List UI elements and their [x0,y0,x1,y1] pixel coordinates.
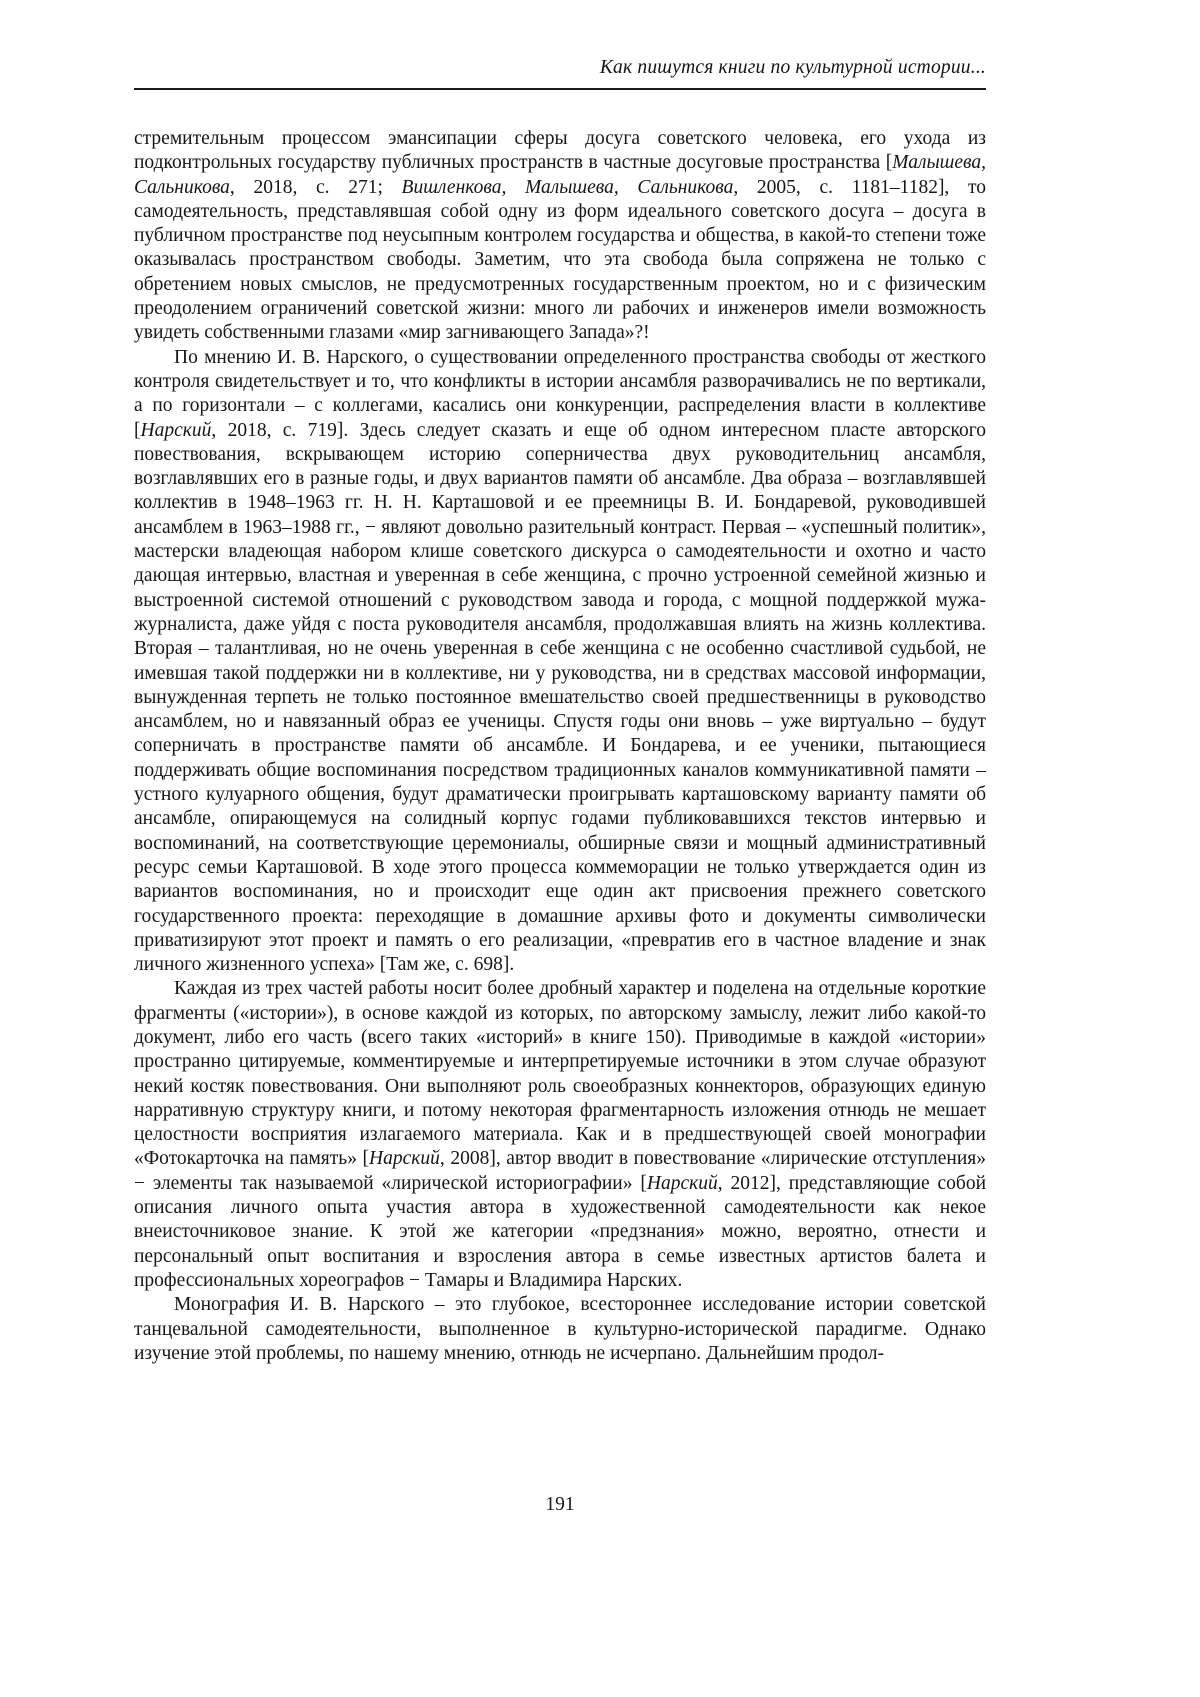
page-header [134,56,986,90]
citation-author-italic: Вишленкова, Малышева, Сальникова [401,176,734,198]
citation-author-italic: Малышева, Сальникова [134,152,986,198]
text-run: , 2008], автор вводит в повествование «лирические отступления» − элементы так называемой «лирической историографии» [ [134,1148,986,1194]
text-run: , 2018, с. 719]. Здесь следует сказать и еще об одном интересном пласте авторского повествования, вскрывающем историю соперничества двух руководительниц ансамбля, возглавлявших его в разные годы, и двух вариантов памяти об ансамбле. Два образа – возглавлявшей коллектив в 1948–1963 гг. Н. Н. Карташовой и ее преемницы В. И. Бондаревой, руководившей ансамблем в 1963–1988 гг., − являют довольно разительный контраст. Первая – «успешный политик», мастерски владеющая набором клише советского дискурса о самодеятельности и охотно и часто дающая интервью, властная и уверенная в себе женщина, с прочно устроенной семейной жизнью и выстроенной системой отношений с руководством завода и города, с мощной поддержкой мужа-журналиста, даже уйдя с поста руководителя ансамбля, продолжавшая влиять на жизнь коллектива. Вторая – талантливая, но не очень уверенная в себе женщина с не особенно счастливой судьбой, не имевшая такой поддержки ни в коллективе, ни у руководства, ни в средствах массовой информации, вынужденная терпеть не только постоянное вмешательство своей предшественницы в руководство ансамблем, но и навязанный образ ее ученицы. Спустя годы они вновь – уже виртуально – будут соперничать в пространстве памяти об ансамбле. И Бондарева, и ее ученики, пытающиеся поддерживать общие воспоминания посредством традиционных каналов коммуникативной памяти – устного кулуарного общения, будут драматически проигрывать карташовскому варианту памяти об ансамбле, опирающемуся на солидный корпус годами публиковавшихся текстов интервью и воспоминаний, на соответствующие церемониалы, обширные связи и мощный административный ресурс семьи Карташовой. В ходе этого процесса коммеморации не только утверждается один из вариантов воспоминания, но и происходит еще один акт присвоения прежнего советского государственного проекта: переходящие в домашние архивы фото и документы символически приватизируют этот проект и память о его реализации, «превратив его в частное владение и знак личного жизненного успеха» [Там же, с. 698]. [134,419,986,976]
text-run: По мнению И. В. Нарского, о существовании определенного пространства свободы от жесткого контроля свидетельствует и то, что конфликты в истории ансамбля разворачивались не по вертикали, а по горизонтали – с коллегами, касались они конкуренции, распределения власти в коллективе [ [134,346,986,441]
text-run: , 2012], представляющие собой описания личного опыта участия автора в художественной самодеятельности как некое внеисточниковое знание. К этой же категории «предзнания» можно, вероятно, отнести и персональный опыт воспитания и взросления автора в семье известных артистов балета и профессиональных хореографов − Тамары и Владимира Нарских. [134,1172,987,1291]
text-column [134,56,986,1366]
text-run: Монография И. В. Нарского – это глубокое, всестороннее исследование истории советской танцевальной самодеятельности, выполненное в культурно-исторической парадигме. Однако изучение этой проблемы, по нашему мнению, отнюдь не исчерпано. Дальнейшим продол- [134,1294,986,1364]
running-title: Как пишутся книги по культурной истории... [599,57,986,78]
page-number: 191 [545,1494,575,1515]
text-run: , 2018, с. 271; [229,176,402,198]
paragraph [134,127,986,346]
paragraph [134,1293,986,1366]
text-run: стремительным процессом эмансипации сферы досуга советского человека, его ухода из подконтрольных государству публичных пространств в частные досуговые пространства [ [134,128,986,174]
text-run: , 2005, с. 1181–1182], то самодеятельность, представлявшая собой одну из форм идеального советского досуга – досуга в публичном пространстве под неусыпным контролем государства и общества, в какой-то степени тоже оказывалась пространством свободы. Заметим, что эта свобода была сопряжена не только с обретением новых смыслов, не предусмотренных государственным проектом, но и с физическим преодолением ограничений советской жизни: много ли рабочих и инженеров имели возможность увидеть собственными глазами «мир загнивающего Запада»?! [134,176,986,344]
header-rule [134,88,986,90]
paragraph [134,346,986,978]
page-footer [134,1494,986,1516]
article-body [134,127,986,1366]
citation-author-italic: Нарский [646,1172,718,1194]
citation-author-italic: Нарский [140,419,212,441]
paragraph [134,977,986,1293]
text-run: Каждая из трех частей работы носит более дробный характер и поделена на отдельные короткие фрагменты («истории»), в основе каждой из которых, по авторскому замыслу, лежит либо какой-то документ, либо его часть (всего таких «историй» в книге 150). Приводимые в каждой «истории» пространно цитируемые, комментируемые и интерпретируемые источники в этом случае образуют некий костяк повествования. Они выполняют роль своеобразных коннекторов, образующих единую нарративную структуру книги, и потому некоторая фрагментарность изложения отнюдь не мешает целостности восприятия излагаемого материала. Как и в предшествующей своей монографии «Фотокарточка на память» [ [134,978,986,1170]
citation-author-italic: Нарский [369,1148,440,1170]
